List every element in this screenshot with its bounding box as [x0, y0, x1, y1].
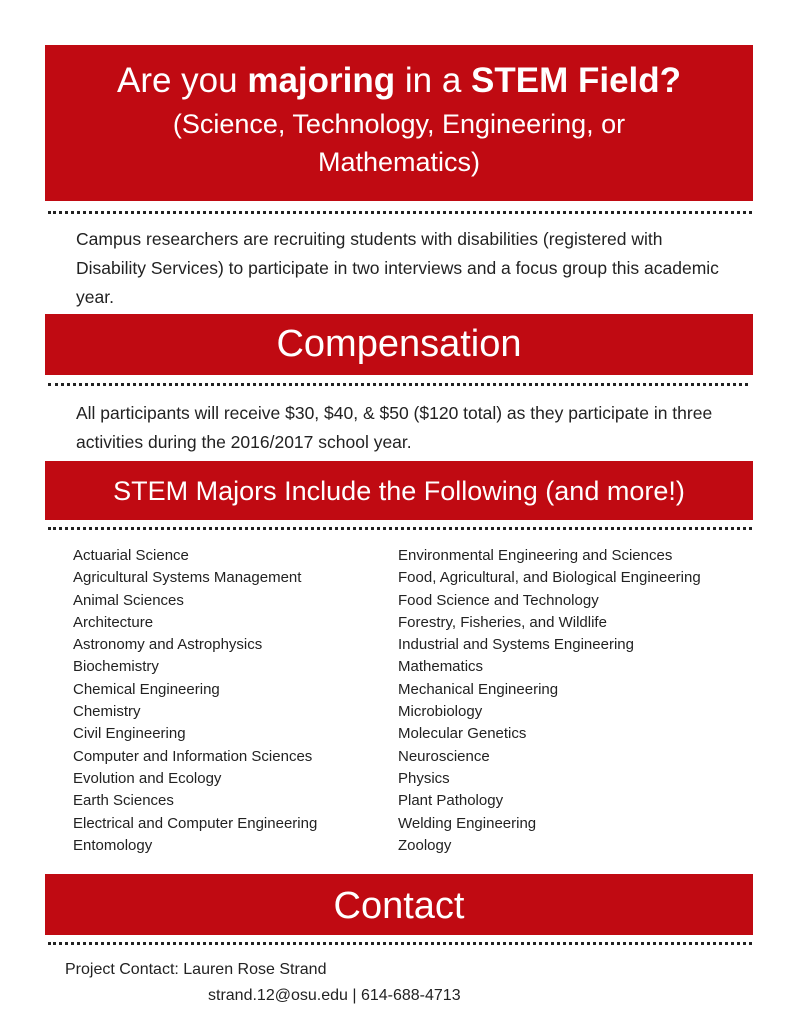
major-item: Welding Engineering [398, 814, 537, 832]
dotted-divider [48, 211, 752, 214]
contact-heading: Contact [45, 874, 753, 935]
contact-email[interactable]: strand.12@osu.edu [208, 987, 348, 1004]
hero-title-bold-stem: STEM Field? [471, 61, 682, 100]
major-item: Food Science and Technology [398, 591, 599, 609]
major-item: Mechanical Engineering [398, 680, 559, 698]
contact-details [208, 984, 461, 1008]
major-item: Astronomy and Astrophysics [73, 636, 263, 654]
hero-banner [45, 45, 753, 201]
contact-separator: | [352, 987, 357, 1004]
hero-title-bold-majoring: majoring [247, 61, 396, 100]
major-item: Molecular Genetics [398, 725, 527, 743]
major-item: Food, Agricultural, and Biological Engineering [398, 569, 701, 587]
major-item: Chemical Engineering [73, 680, 220, 698]
dotted-divider [48, 527, 752, 530]
compensation-heading: Compensation [45, 314, 753, 375]
major-item: Mathematics [398, 658, 484, 676]
contact-phone: 614-688-4713 [360, 987, 461, 1004]
dotted-divider [48, 942, 752, 945]
major-item: Actuarial Science [73, 547, 189, 564]
major-item: Physics [398, 769, 450, 787]
major-item: Industrial and Systems Engineering [398, 636, 634, 654]
major-item: Forestry, Fisheries, and Wildlife [398, 613, 607, 631]
hero-title: Are you majoring in a STEM Field? [116, 61, 682, 100]
major-item: Electrical and Computer Engineering [73, 814, 318, 832]
major-item: Zoology [398, 836, 452, 854]
intro-paragraph: Campus researchers are recruiting students with disabilities (registered with Disability Services) to participate in two interviews and a focus group this academic year. [76, 229, 719, 307]
major-item: Environmental Engineering and Sciences [398, 547, 673, 564]
major-item: Evolution and Ecology [73, 769, 222, 787]
majors-list-left [73, 545, 317, 857]
majors-list-right [398, 545, 701, 857]
major-item: Plant Pathology [398, 792, 504, 810]
major-item: Architecture [73, 613, 154, 631]
major-item: Animal Sciences [73, 591, 184, 609]
major-item: Agricultural Systems Management [73, 569, 302, 587]
major-item: Microbiology [398, 703, 483, 721]
major-item: Earth Sciences [73, 792, 174, 810]
major-item: Neuroscience [398, 747, 490, 765]
major-item: Civil Engineering [73, 725, 186, 743]
major-item: Biochemistry [73, 658, 159, 676]
compensation-paragraph: All participants will receive $30, $40, & $50 ($120 total) as they participate in three activities during the 2016/2017 school year. [76, 403, 713, 452]
major-item: Entomology [73, 836, 153, 854]
dotted-divider [48, 383, 748, 386]
project-contact: Project Contact: Lauren Rose Strand [65, 961, 327, 978]
hero-subtitle: (Science, Technology, Engineering, or Mathematics) [172, 109, 626, 177]
majors-heading: STEM Majors Include the Following (and more!) [45, 461, 753, 520]
major-item: Chemistry [73, 703, 141, 721]
major-item: Computer and Information Sciences [73, 747, 313, 765]
